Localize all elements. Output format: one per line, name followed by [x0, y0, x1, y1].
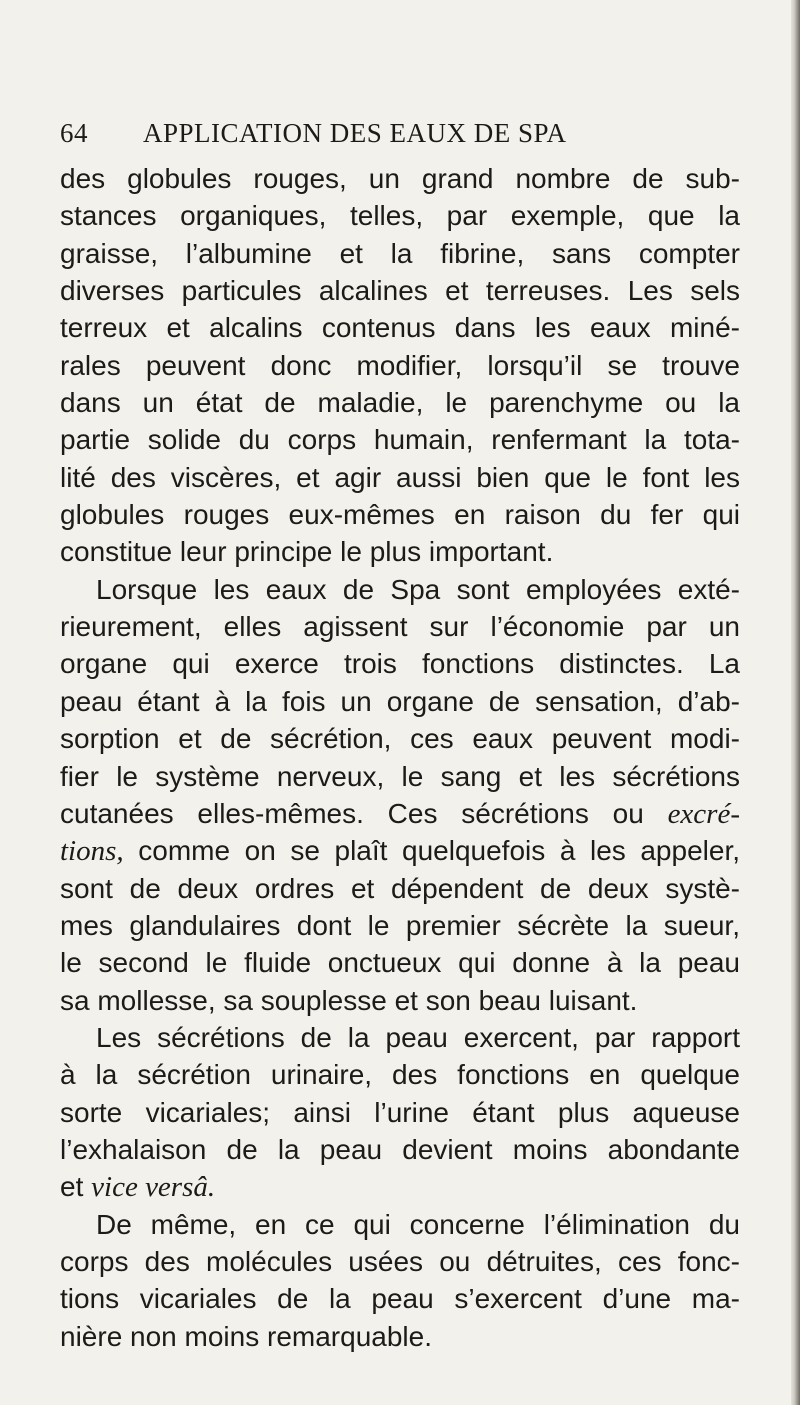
text-line: à la sécrétion urinaire, des fonctions en quelque	[60, 1059, 740, 1091]
text-line: lité des viscères, et agir aussi bien que le font les	[60, 461, 740, 493]
text-line: stances organiques, telles, par exemple, que la	[60, 200, 740, 232]
paragraph-start-line: Les sécrétions de la peau exercent, par rapport	[96, 1021, 740, 1053]
paragraph-start-line: Lorsque les eaux de Spa sont employées exté-	[96, 573, 740, 605]
text-line: corps des molécules usées ou détruites, ces fonc-	[60, 1245, 740, 1277]
text-line: l’exhalaison de la peau devient moins abondante	[60, 1133, 740, 1165]
text-line: rales peuvent donc modifier, lorsqu’il se trouve	[60, 349, 740, 381]
running-title: APPLICATION DES EAUX DE SPA	[143, 118, 567, 148]
text-line: diverses particules alcalines et terreuses. Les sels	[60, 275, 740, 307]
text-line: sorption et de sécrétion, ces eaux peuvent modi-	[60, 723, 740, 755]
text-line: constitue leur principe le plus important.	[60, 536, 554, 568]
text-line: fier le système nerveux, le sang et les sécrétions	[60, 760, 740, 792]
text-line: dans un état de maladie, le parenchyme ou la	[60, 387, 740, 419]
italic-phrase: vice versâ.	[91, 1171, 216, 1204]
text-line: cutanées elles-mêmes. Ces sécrétions ou excré-	[60, 797, 740, 830]
italic-word: tions,	[60, 835, 124, 868]
text-line: rieurement, elles agissent sur l’économie par un	[60, 611, 740, 643]
text-line: sa mollesse, sa souplesse et son beau luisant.	[60, 984, 638, 1016]
text-line: sorte vicariales; ainsi l’urine étant plus aqueuse	[60, 1096, 740, 1128]
body-text	[60, 160, 740, 1355]
running-head	[60, 118, 760, 148]
text-line: organe qui exerce trois fonctions distinctes. La	[60, 648, 740, 680]
italic-word: excré-	[667, 797, 740, 830]
text-line: le second le fluide onctueux qui donne à la peau	[60, 947, 740, 979]
text-line: partie solide du corps humain, renfermant la tota-	[60, 424, 740, 456]
text-line: globules rouges eux-mêmes en raison du fer qui	[60, 499, 740, 531]
text-line: sont de deux ordres et dépendent de deux systè-	[60, 872, 740, 904]
page-number: 64	[60, 118, 88, 148]
text-line: mes glandulaires dont le premier sécrète la sueur,	[60, 909, 740, 941]
page-edge-shadow	[791, 0, 800, 1405]
text-line: et vice versâ.	[60, 1171, 216, 1204]
text-line: tions, comme on se plaît quelquefois à les appeler,	[60, 835, 741, 868]
text-line: graisse, l’albumine et la fibrine, sans compter	[60, 237, 740, 269]
text-line: tions vicariales de la peau s’exercent d’une ma-	[60, 1283, 740, 1315]
text-line: nière non moins remarquable.	[60, 1320, 432, 1352]
paragraph-start-line: De même, en ce qui concerne l’élimination du	[96, 1208, 740, 1240]
text-line: peau étant à la fois un organe de sensation, d’ab-	[60, 685, 740, 717]
text-line: des globules rouges, un grand nombre de sub-	[60, 163, 740, 194]
text-line: terreux et alcalins contenus dans les eaux miné-	[60, 312, 740, 344]
